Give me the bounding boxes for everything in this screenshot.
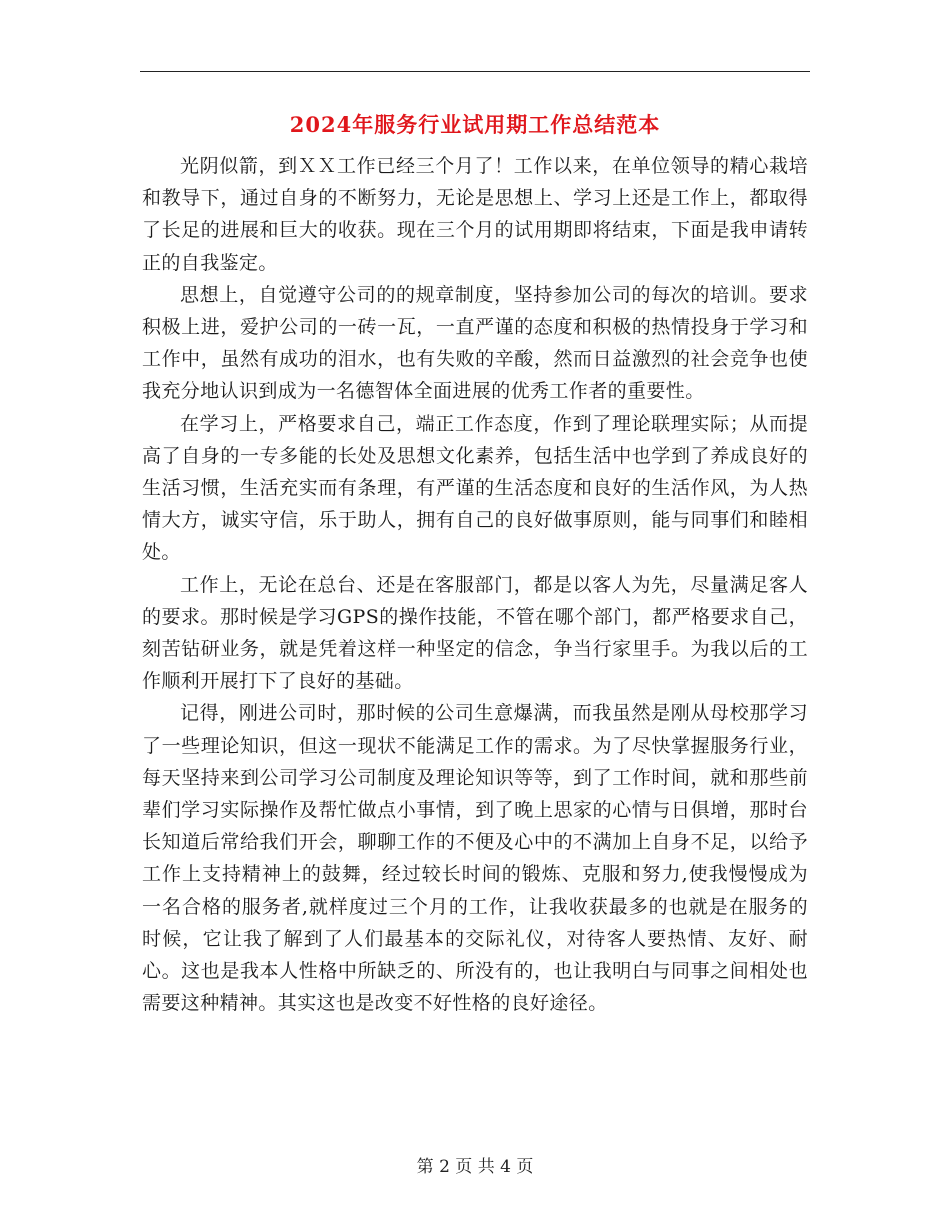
paragraph-intro: 光阴似箭，到ＸＸ工作已经三个月了！工作以来，在单位领导的精心栽培和教导下，通过自身的不断努力，无论是思想上、学习上还是工作上，都取得了长足的进展和巨大的收获。现在三个月的试用期即将结束，下面是我申请转正的自我鉴定。	[142, 155, 808, 274]
paragraph-thought: 思想上，自觉遵守公司的的规章制度，坚持参加公司的每次的培训。要求积极上进，爱护公司的一砖一瓦，一直严谨的态度和积极的热情投身于学习和工作中，虽然有成功的泪水，也有失败的辛酸，然而日益激烈的社会竞争也使我充分地认识到成为一名德智体全面进展的优秀工作者的重要性。	[142, 283, 808, 403]
document-title: 2024年服务行业试用期工作总结范本	[289, 112, 661, 137]
page-number-label: 第 2 页 共 4 页	[416, 1157, 534, 1177]
paragraph-study: 在学习上，严格要求自己，端正工作态度，作到了理论联理实际；从而提高了自身的一专多能的长处及思想文化素养，包括生活中也学到了养成良好的生活习惯，生活充实而有条理，有严谨的生活态度和良好的生活作风，为人热情大方，诚实守信，乐于助人，拥有自己的良好做事原则，能与同事们和睦相处。	[142, 412, 808, 564]
document-body	[142, 150, 808, 1019]
paragraph-work: 工作上，无论在总台、还是在客服部门，都是以客人为先，尽量满足客人的要求。那时候是学习GPS的操作技能，不管在哪个部门，都严格要求自己，刻苦钻研业务，就是凭着这样一种坚定的信念，争当行家里手。为我以后的工作顺利开展打下了良好的基础。	[142, 573, 808, 693]
paragraph-memory: 记得，刚进公司时，那时候的公司生意爆满，而我虽然是刚从母校那学习了一些理论知识，但这一现状不能满足工作的需求。为了尽快掌握服务行业，每天坚持来到公司学习公司制度及理论知识等等，到了工作时间，就和那些前辈们学习实际操作及帮忙做点小事情，到了晚上思家的心情与日俱增，那时台长知道后常给我们开会，聊聊工作的不便及心中的不满加上自身不足，以给予工作上支持精神上的鼓舞，经过较长时间的锻炼、克服和努力,使我慢慢成为一名合格的服务者,就样度过三个月的工作，让我收获最多的也就是在服务的时候，它让我了解到了人们最基本的交际礼仪，对待客人要热情、友好、耐心。这也是我本人性格中所缺乏的、所没有的，也让我明白与同事之间相处也需要这种精神。其实这也是改变不好性格的良好途径。	[142, 702, 808, 1015]
page-footer	[0, 1152, 950, 1177]
header-rule	[140, 71, 810, 72]
